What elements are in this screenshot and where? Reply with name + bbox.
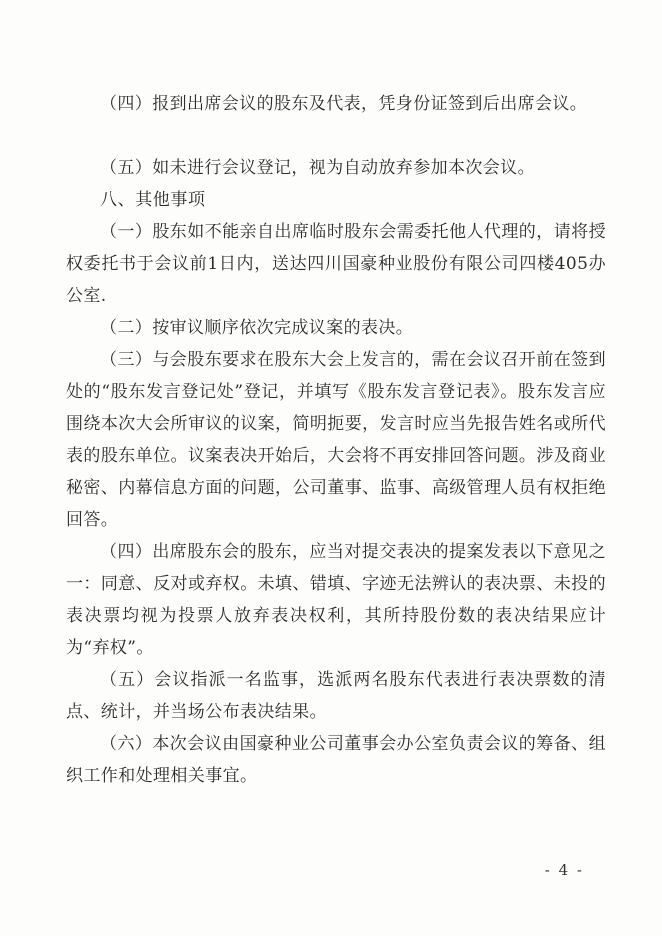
- paragraph-5-registration-waiver: （五）如未进行会议登记，视为自动放弃参加本次会议。: [100, 158, 535, 178]
- paragraph-1-proxy: （一）股东如不能亲自出席临时股东会需委托他人代理的，请将授权委托书于会议前1日内，送达四川国豪种业股份有限公司四楼405办公室.: [66, 222, 606, 306]
- paragraph-4-registration-signin: （四）报到出席会议的股东及代表，凭身份证签到后出席会议。: [100, 94, 588, 114]
- page-number: - 4 -: [544, 861, 584, 879]
- paragraph-4-voting-options: （四）出席股东会的股东，应当对提交表决的提案发表以下意见之一：同意、反对或弃权。未填、错填、字迹无法辨认的表决票、未投的表决票均视为投票人放弃表决权利，其所持股份数的表决结果应计为“弃权”。: [66, 542, 606, 658]
- paragraph-5-vote-counting: （五）会议指派一名监事，选派两名股东代表进行表决票数的清点、统计，并当场公布表决结果。: [66, 670, 606, 722]
- paragraph-3-speech-registration: （三）与会股东要求在股东大会上发言的，需在会议召开前在签到处的“股东发言登记处”登记，并填写《股东发言登记表》。股东发言应围绕本次大会所审议的议案，简明扼要，发言时应当先报告姓名或所代表的股东单位。议案表决开始后，大会将不再安排回答问题。涉及商业秘密、内幕信息方面的问题，公司董事、监事、高级管理人员有权拒绝回答。: [66, 350, 606, 530]
- paragraph-2-voting-order: （二）按审议顺序依次完成议案的表决。: [100, 318, 414, 338]
- section-heading-other-matters: 八、其他事项: [100, 190, 206, 210]
- paragraph-6-organizer: （六）本次会议由国豪种业公司董事会办公室负责会议的筹备、组织工作和处理相关事宜。: [66, 734, 606, 786]
